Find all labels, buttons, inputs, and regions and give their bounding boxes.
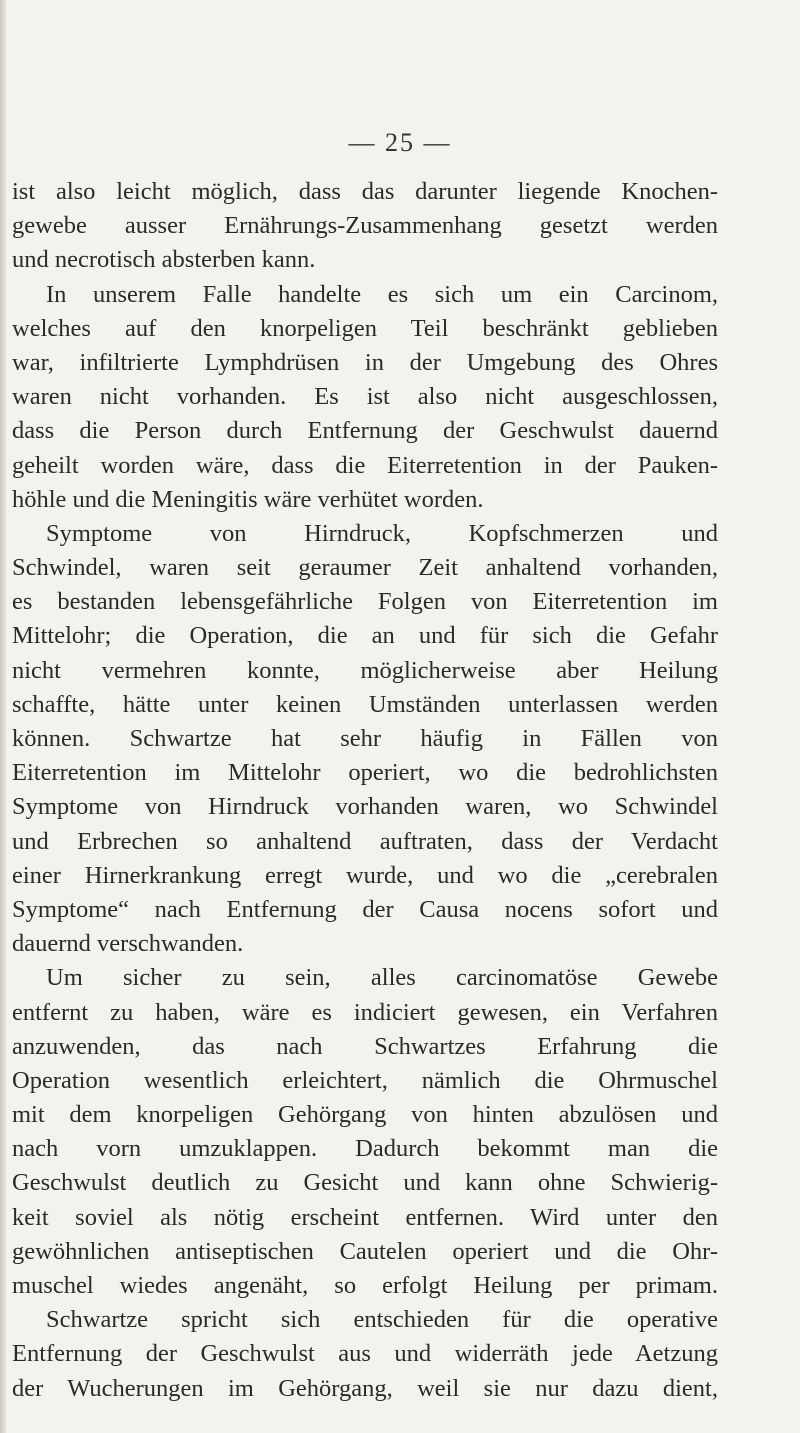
paragraph: [12, 278, 718, 517]
text-line: geheilt worden wäre, dass die Eiterretention in der Pauken-: [12, 451, 718, 479]
text-line: gewöhnlichen antiseptischen Cautelen operiert und die Ohr-: [12, 1237, 718, 1265]
text-line: Schwindel, waren seit geraumer Zeit anhaltend vorhanden,: [12, 554, 718, 582]
text-line: dauernd verschwanden.: [12, 930, 244, 958]
text-line: nicht vermehren konnte, möglicherweise aber Heilung: [12, 656, 718, 684]
text-line: Symptome“ nach Entfernung der Causa nocens sofort und: [12, 895, 718, 923]
text-line: muschel wiedes angenäht, so erfolgt Heilung per primam.: [12, 1272, 718, 1299]
text-line: höhle und die Meningitis wäre verhütet worden.: [12, 485, 484, 513]
paragraph: [12, 517, 718, 961]
text-line: anzuwenden, das nach Schwartzes Erfahrung die: [12, 1032, 718, 1060]
text-line: entfernt zu haben, wäre es indiciert gewesen, ein Verfahren: [12, 998, 718, 1026]
text-line: gewebe ausser Ernährungs-Zusammenhang gesetzt werden: [12, 212, 718, 240]
text-line: Symptome von Hirndruck vorhanden waren, wo Schwindel: [12, 793, 718, 821]
paragraph: [12, 175, 718, 278]
paragraph: [12, 961, 718, 1405]
text-line: es bestanden lebensgefährliche Folgen von Eiterretention im: [12, 588, 718, 616]
text-line: Operation wesentlich erleichtert, nämlich die Ohrmuschel: [12, 1066, 718, 1094]
text-line: Symptome von Hirndruck, Kopfschmerzen und: [46, 519, 718, 547]
text-line: der Wucherungen im Gehörgang, weil sie nur dazu dient,: [12, 1374, 718, 1402]
text-line: können. Schwartze hat sehr häufig in Fällen von: [12, 725, 718, 752]
text-line: schaffte, hätte unter keinen Umständen unterlassen werden: [12, 690, 718, 718]
text-line: waren nicht vorhanden. Es ist also nicht ausgeschlossen,: [12, 383, 718, 411]
text-line: Eiterretention im Mittelohr operiert, wo die bedrohlichsten: [12, 759, 718, 787]
text-line: Schwartze spricht sich entschieden für die operative: [46, 1306, 718, 1334]
text-line: ist also leicht möglich, dass das darunter liegende Knochen-: [12, 178, 718, 205]
text-line: und necrotisch absterben kann.: [12, 246, 316, 274]
text-line: Entfernung der Geschwulst aus und widerräth jede Aetzung: [12, 1340, 718, 1368]
page-binding-edge: [0, 0, 6, 1433]
text-line: und Erbrechen so anhaltend auftraten, dass der Verdacht: [12, 827, 718, 855]
text-line: dass die Person durch Entfernung der Geschwulst dauernd: [12, 417, 718, 445]
text-line: Geschwulst deutlich zu Gesicht und kann ohne Schwierig-: [12, 1169, 718, 1197]
text-line: Mittelohr; die Operation, die an und für sich die Gefahr: [12, 622, 718, 650]
text-line: keit soviel als nötig erscheint entfernen. Wird unter den: [12, 1203, 718, 1231]
text-line: einer Hirnerkrankung erregt wurde, und wo die „cerebralen: [12, 861, 718, 889]
text-line: mit dem knorpeligen Gehörgang von hinten abzulösen und: [12, 1101, 718, 1129]
page-number: — 25 —: [348, 128, 452, 157]
text-line: Um sicher zu sein, alles carcinomatöse Gewebe: [46, 964, 718, 992]
text-line: In unserem Falle handelte es sich um ein Carcinom,: [46, 280, 718, 308]
text-line: war, infiltrierte Lymphdrüsen in der Umgebung des Ohres: [12, 348, 718, 376]
body-text: [12, 175, 718, 1406]
text-line: nach vorn umzuklappen. Dadurch bekommt man die: [12, 1135, 718, 1163]
text-line: welches auf den knorpeligen Teil beschränkt geblieben: [12, 314, 718, 342]
